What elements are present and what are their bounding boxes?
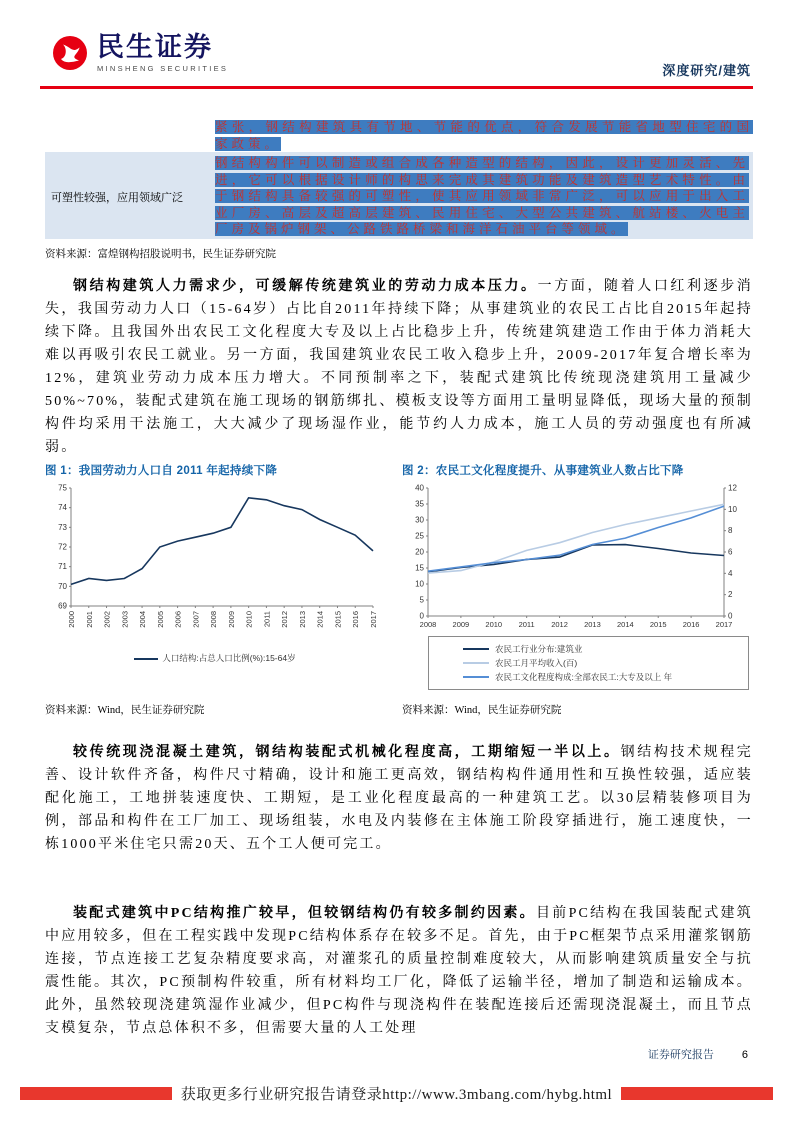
svg-text:8: 8	[728, 526, 733, 536]
svg-text:25: 25	[415, 531, 424, 541]
banner-bar-left	[20, 1087, 172, 1100]
svg-text:2007: 2007	[191, 611, 201, 628]
svg-text:10: 10	[728, 504, 737, 514]
banner-bar-right	[621, 1087, 773, 1100]
header-divider	[40, 86, 753, 89]
figure-1-chart	[45, 482, 385, 650]
svg-text:2016: 2016	[351, 611, 361, 628]
figure-2-source: 资料来源：Wind，民生证券研究院	[402, 705, 562, 716]
svg-text:2005: 2005	[155, 611, 165, 628]
svg-text:2014: 2014	[315, 611, 325, 628]
figure-2-legend-line-2	[463, 676, 489, 678]
figure-2-chart	[402, 482, 750, 632]
figure-2	[402, 462, 753, 730]
figure-2-legend	[428, 636, 749, 690]
figure-1-title: 图 1：我国劳动力人口自 2011 年起持续下降	[45, 465, 278, 477]
page-number: 6	[741, 1049, 748, 1061]
highlighted-text: 钢结构构件可以制造或组合成各种造型的结构，因此，设计更加灵活、先进，它可以根据设计师的构思来完成其建筑功能及建筑造型艺术特性。由于钢结构具备较强的可塑性，使其应用领域非常广泛，可以应用于出入工业厂房、高层及超高层建筑、民用住宅、大型公共建筑、航站楼、火电主厂房及锅炉钢架、公路铁路桥梁和海洋石油平台等领域。	[215, 156, 749, 236]
header-logo	[52, 34, 228, 73]
svg-text:70: 70	[58, 581, 67, 591]
paragraph-labor-cost	[45, 275, 753, 459]
table-source: 资料来源：富煌钢构招股说明书，民生证券研究院	[45, 249, 276, 260]
minsheng-logo-icon	[52, 35, 88, 71]
legend-item	[463, 671, 742, 683]
svg-text:2010: 2010	[485, 620, 503, 629]
svg-text:2006: 2006	[173, 611, 183, 628]
svg-text:0: 0	[419, 611, 424, 621]
legend-label: 农民工月平均收入(百)	[495, 658, 578, 668]
report-type-label: 证券研究报告	[647, 1049, 714, 1061]
legend-label: 农民工文化程度构成:全部农民工:大专及以上 年	[495, 672, 673, 682]
svg-text:2012: 2012	[280, 611, 290, 628]
svg-text:2015: 2015	[333, 611, 343, 628]
highlighted-text: 紧张，钢结构建筑具有节地、节能的优点，符合发展节能省地型住宅的国家政策。	[215, 120, 753, 151]
svg-text:72: 72	[58, 542, 67, 552]
svg-text:2008: 2008	[419, 620, 437, 629]
svg-text:2014: 2014	[616, 620, 634, 629]
svg-text:2017: 2017	[369, 611, 378, 628]
report-category: 深度研究/建筑	[662, 63, 751, 78]
svg-text:6: 6	[728, 547, 733, 557]
paragraph-lead: 钢结构建筑人力需求少，可缓解传统建筑业的劳动力成本压力。	[73, 279, 538, 294]
svg-text:15: 15	[415, 563, 424, 573]
svg-text:2016: 2016	[682, 620, 700, 629]
svg-text:75: 75	[58, 483, 67, 493]
svg-text:69: 69	[58, 601, 67, 611]
svg-text:2001: 2001	[84, 611, 94, 628]
figure-1-source: 资料来源：Wind，民生证券研究院	[45, 705, 205, 716]
legend-item	[463, 643, 742, 655]
svg-text:2009: 2009	[226, 611, 236, 628]
paragraph-pc-structure	[45, 902, 753, 1040]
svg-text:73: 73	[58, 522, 67, 532]
paragraph-body: 钢结构技术规程完善、设计软件齐备，构件尺寸精确，设计和施工更高效，钢结构构件通用性和互换性较强，适应装配化施工，工地拼装速度快、工期短，是工业化程度最高的一种建筑工艺。以30层精装修项目为例，部品和构件在工厂加工、现场组装，水电及内装修在主体施工阶段穿插进行，施工速度快，一栋1000平米住宅只需20天、五个工人便可完工。	[45, 745, 753, 852]
figure-1-legend	[45, 652, 385, 664]
figure-1-legend-line	[134, 658, 158, 660]
page-footer	[648, 1046, 748, 1062]
svg-text:2011: 2011	[262, 611, 272, 628]
svg-text:2015: 2015	[649, 620, 667, 629]
table-cell-continuation	[215, 119, 753, 153]
svg-text:2010: 2010	[244, 611, 254, 628]
svg-text:30: 30	[415, 515, 424, 525]
svg-text:2003: 2003	[120, 611, 130, 628]
svg-text:0: 0	[728, 611, 733, 621]
svg-text:12: 12	[728, 483, 737, 493]
paragraph-steel-assembly	[45, 741, 753, 856]
svg-text:35: 35	[415, 499, 424, 509]
svg-text:20: 20	[415, 547, 424, 557]
paragraph-body: 目前PC结构在我国装配式建筑中应用较多，但在工程实践中发现PC结构体系存在较多不足。首先，由于PC框架节点采用灌浆钢筋连接，节点连接工艺复杂精度要求高，对灌浆孔的质量控制难度较大，从而影响建筑质量安全与抗震性能。其次，PC预制构件较重，所有材料均工厂化，降低了运输半径，增加了制造和运输成本。此外，虽然较现浇建筑湿作业减少，但PC构件与现浇构件在装配连接后还需现浇混凝土，而且节点支模复杂，节点总体积不多，但需要大量的人工处理	[45, 906, 753, 1036]
brand-name-en: MINSHENG SECURITIES	[97, 64, 229, 73]
svg-text:2013: 2013	[297, 611, 307, 628]
svg-text:2004: 2004	[138, 611, 148, 628]
figure-2-legend-line-0	[463, 648, 489, 650]
table-row-label: 可塑性较强，应用领域广泛	[51, 192, 183, 204]
svg-text:5: 5	[419, 595, 424, 605]
svg-text:2008: 2008	[209, 611, 219, 628]
paragraph-lead: 较传统现浇混凝土建筑，钢结构装配式机械化程度高，工期缩短一半以上。	[73, 745, 621, 760]
svg-text:2002: 2002	[102, 611, 112, 628]
footer-link[interactable]: 获取更多行业研究报告请登录http://www.3mbang.com/hybg.html	[180, 1087, 613, 1103]
table-cell-text	[215, 155, 749, 238]
svg-text:71: 71	[58, 562, 67, 572]
svg-text:2012: 2012	[551, 620, 568, 629]
legend-item	[463, 657, 742, 669]
svg-text:40: 40	[415, 483, 424, 493]
svg-text:2013: 2013	[584, 620, 601, 629]
figure-2-title: 图 2：农民工文化程度提升、从事建筑业人数占比下降	[402, 465, 684, 477]
table-row	[45, 152, 753, 239]
brand-name: 民生证券	[97, 32, 213, 62]
svg-text:2: 2	[728, 590, 733, 600]
paragraph-lead: 装配式建筑中PC结构推广较早，但较钢结构仍有较多制约因素。	[73, 906, 536, 921]
legend-label: 农民工行业分布:建筑业	[495, 644, 583, 654]
svg-text:4: 4	[728, 568, 733, 578]
svg-text:2017: 2017	[715, 620, 733, 629]
figure-1	[45, 462, 385, 730]
paragraph-body: 一方面，随着人口红利逐步消失，我国劳动力人口（15-64岁）占比自2011年持续下降；从事建筑业的农民工占比自2015年起持续下降。且我国外出农民工文化程度大专及以上占比稳步上升，传统建筑建造工作由于体力消耗大难以再吸引农民工就业。另一方面，我国建筑业农民工收入稳步上升，2009-2017年复合增长率为12%，建筑业劳动力成本压力增大。不同预制率之下，装配式建筑比传统现浇建筑用工量减少50%~70%，装配式建筑在施工现场的钢筋绑扎、模板支设等方面用工量明显降低，现场大量的预制构件均采用干法施工，大大减少了现场湿作业，能节约人力成本，施工人员的劳动强度也有所减弱。	[45, 279, 753, 455]
svg-text:2011: 2011	[518, 620, 535, 629]
bottom-banner	[0, 1083, 793, 1104]
svg-text:2009: 2009	[452, 620, 470, 629]
figure-1-legend-label: 人口结构:占总人口比例(%):15-64岁	[162, 653, 296, 663]
figure-2-legend-line-1	[463, 662, 489, 664]
svg-text:10: 10	[415, 579, 424, 589]
svg-text:74: 74	[58, 503, 67, 513]
svg-text:2000: 2000	[67, 611, 76, 628]
